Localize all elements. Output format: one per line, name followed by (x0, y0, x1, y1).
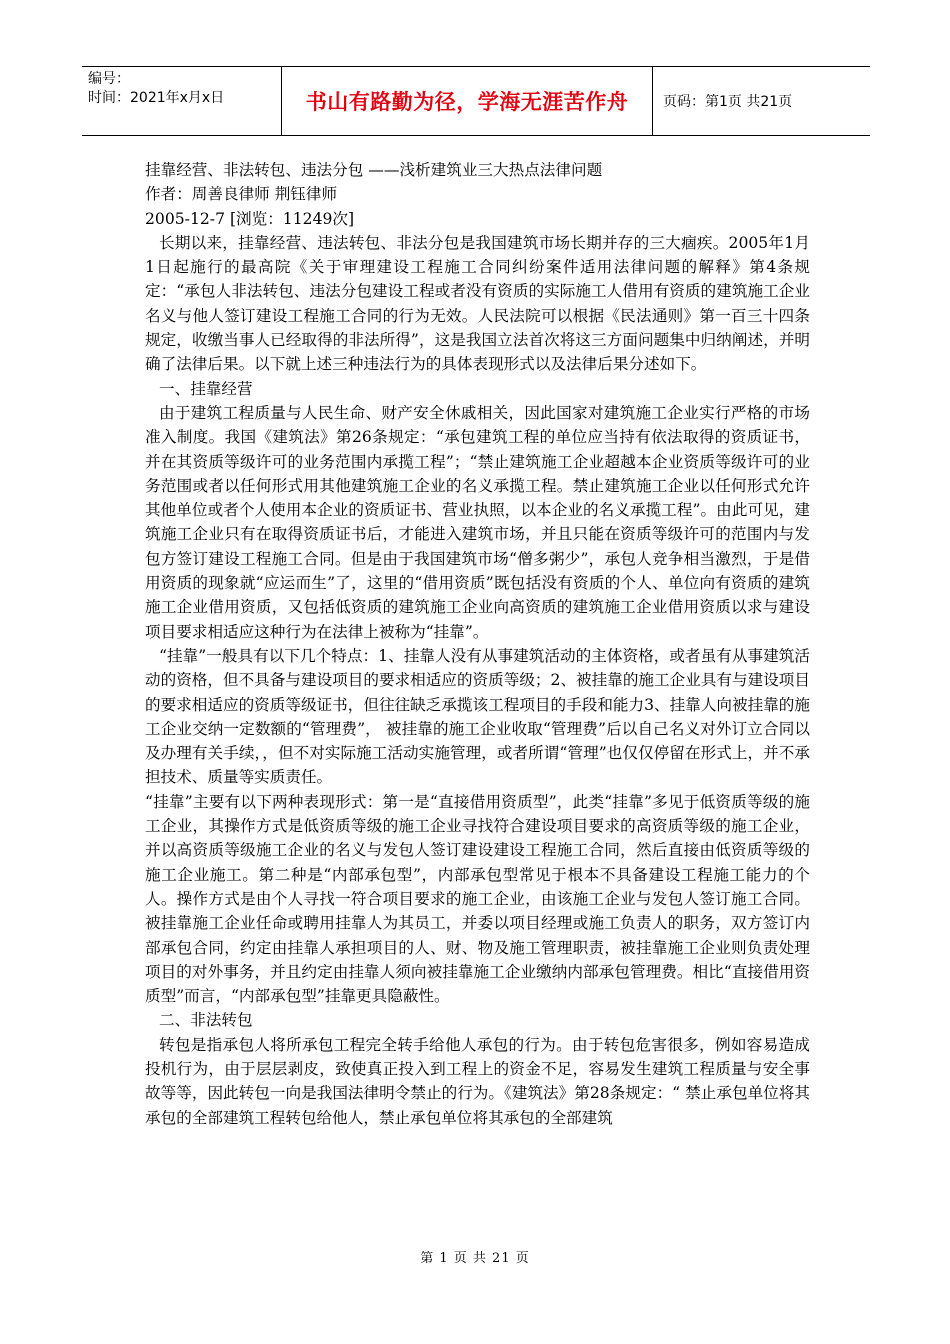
date-label: 时间：2021年x月x日 (88, 90, 225, 106)
article-title: 挂靠经营、非法转包、违法分包 ——浅析建筑业三大热点法律问题 (145, 161, 603, 179)
number-label: 编号： (88, 71, 130, 87)
header-left-cell (82, 67, 281, 135)
article-date-views: 2005-12-7 [浏览：11249次] (145, 209, 355, 228)
paragraph: 转包是指承包人将所承包工程完全转手给他人承包的行为。由于转包危害很多，例如容易造成投机行为，由于层层剥皮，致使真正投入到工程上的资金不足，容易发生建筑工程质量与安全事故等等，因此转包一向是我国法律明令禁止的行为。《建筑法》第28条规定：“ 禁止承包单位将其承包的全部建筑工程转包给他人，禁止承包单位将其承包的全部建筑 (145, 1035, 810, 1127)
article-body (145, 158, 810, 1130)
paragraph: 由于建筑工程质量与人民生命、财产安全休戚相关，因此国家对建筑施工企业实行严格的市场准入制度。我国《建筑法》第26条规定：“承包建筑工程的单位应当持有依法取得的资质证书，并在其资质等级许可的业务范围内承揽工程”；“禁止建筑施工企业超越本企业资质等级许可的业务范围或者以任何形式用其他建筑施工企业的名义承揽工程。禁止建筑施工企业以任何形式允许其他单位或者个人使用本企业的资质证书、营业执照，以本企业的名义承揽工程”。由此可见，建筑施工企业只有在取得资质证书后，才能进入建筑市场，并且只能在资质等级许可的范围内与发包方签订建设工程施工合同。但是由于我国建筑市场“僧多粥少”，承包人竞争相当激烈，于是借用资质的现象就“应运而生”了，这里的“借用资质”既包括没有资质的个人、单位向有资质的建筑施工企业借用资质，又包括低资质的建筑施工企业向高资质的建筑施工企业借用资质以求与建设项目要求相适应这种行为在法律上被称为“挂靠”。 (145, 403, 810, 641)
motto: 书山有路勤为径，学海无涯苦作舟 (281, 67, 653, 135)
article-authors: 作者：周善良律师 荆钰律师 (145, 185, 338, 204)
paragraph: “挂靠”一般具有以下几个特点：1、挂靠人没有从事建筑活动的主体资格，或者虽有从事建筑活动的资格，但不具备与建设项目的要求相适应的资质等级；2、被挂靠的施工企业具有与建设项目的要求相适应的资质等级证书，但往往缺乏承揽该工程项目的手段和能力3、挂靠人向被挂靠的施工企业交纳一定数额的“管理费”， 被挂靠的施工企业收取“管理费”后以自己名义对外订立合同以及办理有关手续，，但不对实际施工活动实施管理，或者所谓“管理”也仅仅停留在形式上，并不承担技术、质量等实质责任。 (145, 646, 810, 787)
section-heading: 一、挂靠经营 (159, 379, 253, 398)
page-footer: 第 1 页 共 21 页 (420, 1251, 530, 1266)
page-label: 页码：第1页 共21页 (663, 94, 793, 110)
section-heading: 二、非法转包 (159, 1011, 253, 1030)
paragraph: 长期以来，挂靠经营、违法转包、非法分包是我国建筑市场长期并存的三大痼疾。2005年1月1日起施行的最高院《关于审理建设工程施工合同纠纷案件适用法律问题的解释》第4条规定：“承包人非法转包、违法分包建设工程或者没有资质的实际施工人借用有资质的建筑施工企业名义与他人签订建设工程施工合同的行为无效。人民法院可以根据《民法通则》第一百三十四条规定，收缴当事人已经取得的非法所得”，这是我国立法首次将这三方面问题集中归纳阐述，并明确了法律后果。以下就上述三种违法行为的具体表现形式以及法律后果分述如下。 (145, 233, 810, 374)
document-header (82, 66, 870, 136)
paragraph: “挂靠”主要有以下两种表现形式：第一是“直接借用资质型”，此类“挂靠”多见于低资质等级的施工企业，其操作方式是低资质等级的施工企业寻找符合建设项目要求的高资质等级的施工企业，并以高资质等级施工企业的名义与发包人签订建设建设工程施工合同，然后直接由低资质等级的施工企业施工。第二种是“内部承包型”，内部承包型常见于根本不具备建设工程施工能力的个人。操作方式是由个人寻找一符合项目要求的施工企业，由该施工企业与发包人签订施工合同。被挂靠施工企业任命或聘用挂靠人为其员工，并委以项目经理或施工负责人的职务，双方签订内部承包合同，约定由挂靠人承担项目的人、财、物及施工管理职责，被挂靠施工企业则负责处理项目的对外事务，并且约定由挂靠人须向被挂靠施工企业缴纳内部承包管理费。相比“直接借用资质型”而言，“内部承包型”挂靠更具隐蔽性。 (145, 792, 810, 1006)
